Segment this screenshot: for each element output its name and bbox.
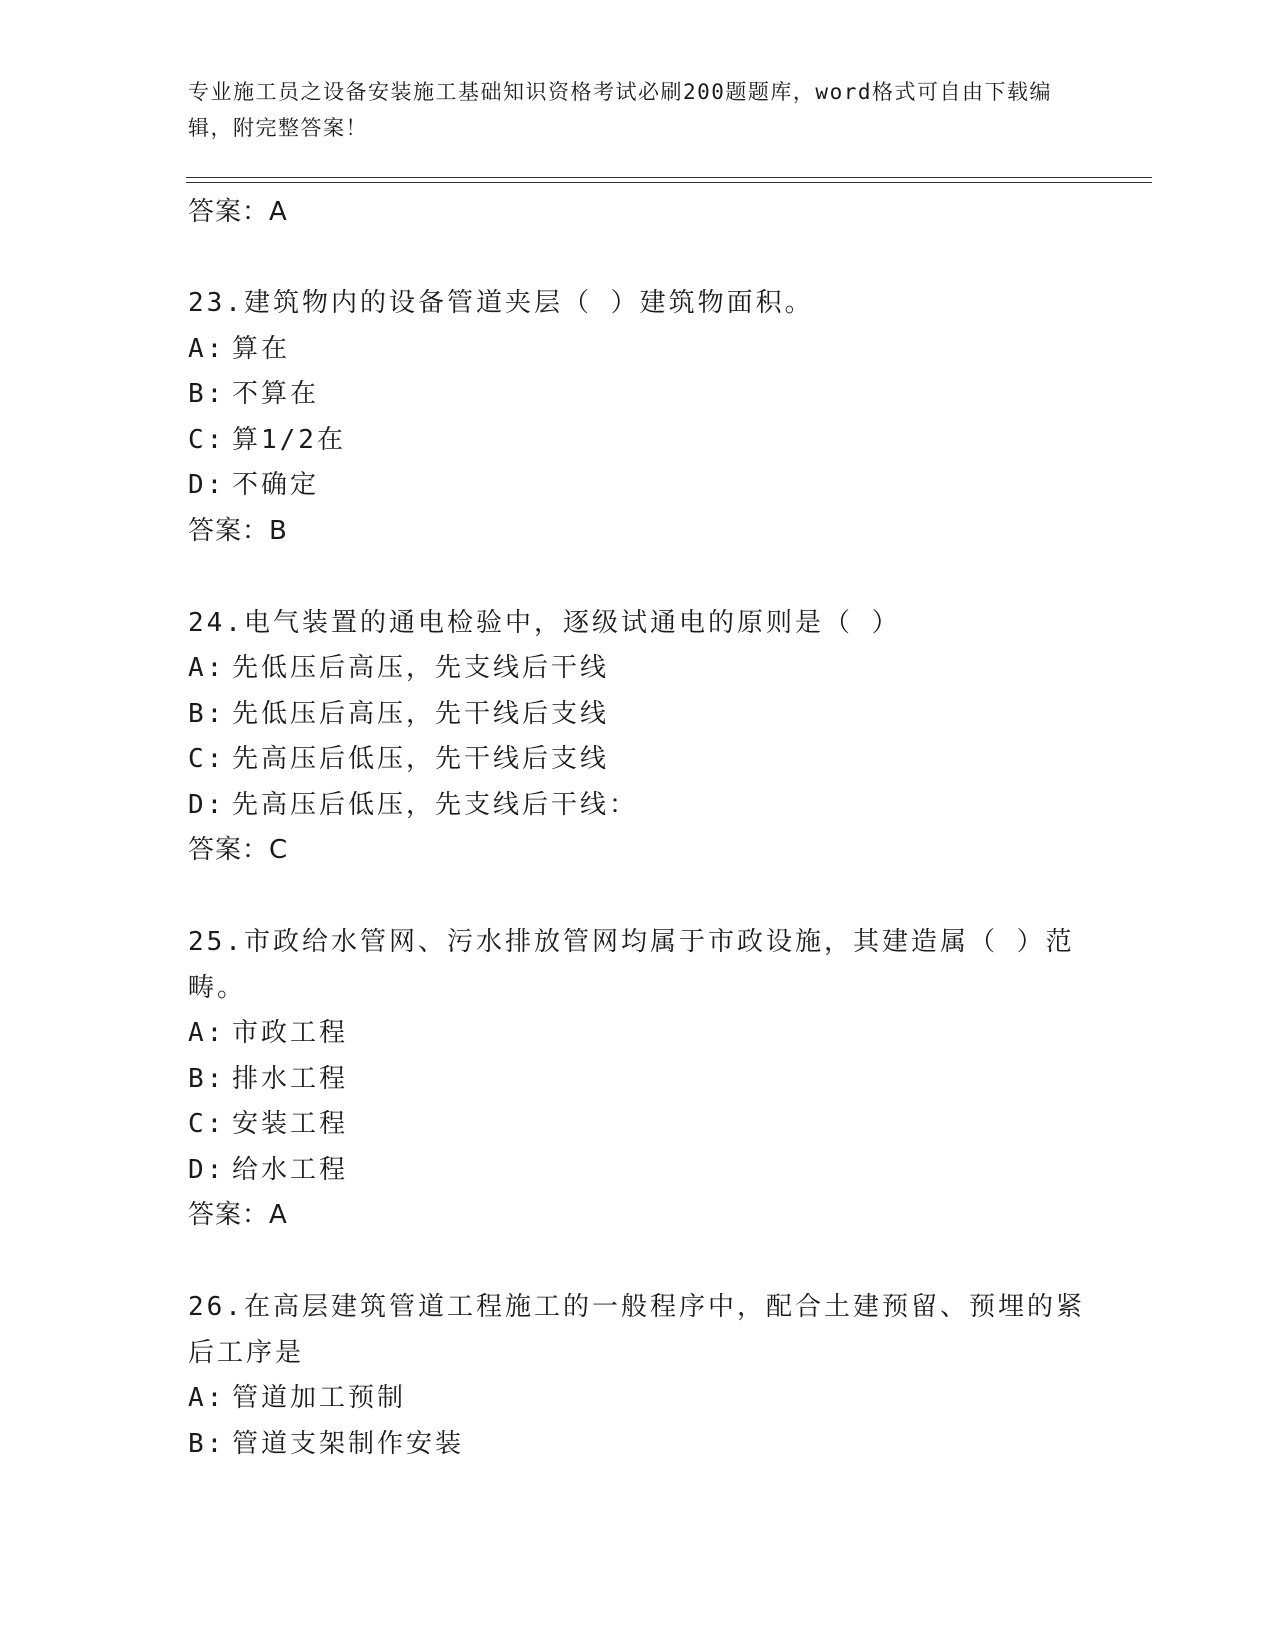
option-text: 市政工程 [232,1018,349,1048]
option-c [188,737,1088,783]
option-b [188,1057,1088,1103]
option-text: 管道支架制作安装 [232,1428,465,1459]
option-text: 先高压后低压，先支线后干线： [232,789,639,820]
previous-answer: 答案：A [188,197,288,227]
option-a [188,327,1088,373]
option-text: 排水工程 [232,1063,349,1094]
option-letter: B: [188,1428,226,1459]
question-item [188,281,1088,554]
question-stem: 26.在高层建筑管道工程施工的一般程序中，配合土建预留、预埋的紧后工序是 [188,1292,1085,1368]
question-answer: 答案：A [188,1200,288,1230]
question-list [188,190,1088,1467]
question-stem: 23.建筑物内的设备管道夹层（ ）建筑物面积。 [188,288,814,318]
option-text: 先高压后低压，先干线后支线 [232,744,610,774]
option-text: 先低压后高压，先干线后支线 [232,698,610,729]
option-b [188,1422,1088,1468]
option-b [188,692,1088,738]
option-letter: A: [188,653,226,683]
option-text: 管道加工预制 [232,1383,407,1413]
document-header: 专业施工员之设备安装施工基础知识资格考试必刷200题题库，word格式可自由下载编辑，附完整答案！ [188,80,1052,140]
option-a [188,1011,1088,1057]
question-item [188,601,1088,874]
option-text: 先低压后高压，先支线后干线 [232,653,610,683]
option-letter: A: [188,1018,226,1048]
option-letter: C: [188,424,226,455]
option-c [188,418,1088,464]
question-answer: 答案：C [188,835,289,865]
option-text: 给水工程 [232,1154,349,1185]
option-letter: D: [188,1154,226,1185]
option-letter: C: [188,744,226,774]
option-text: 算1/2在 [232,424,346,455]
option-d [188,1148,1088,1194]
question-answer: 答案：B [188,515,288,546]
option-text: 安装工程 [232,1109,349,1139]
option-letter: D: [188,470,226,500]
option-letter: C: [188,1109,226,1139]
option-c [188,1102,1088,1148]
option-a [188,1376,1088,1422]
option-text: 算在 [232,333,291,364]
option-text: 不算在 [232,379,320,409]
option-letter: A: [188,1383,226,1413]
question-item [188,920,1088,1238]
header-rule-bottom [186,182,1152,183]
option-letter: B: [188,698,226,729]
option-b [188,372,1088,418]
option-letter: D: [188,789,226,820]
option-a [188,646,1088,692]
option-d [188,783,1088,829]
option-text: 不确定 [232,470,320,500]
question-stem: 24.电气装置的通电检验中，逐级试通电的原则是（ ） [188,607,901,638]
option-letter: B: [188,379,226,409]
question-item [188,1285,1088,1467]
header-rule-top [186,177,1152,178]
option-letter: B: [188,1063,226,1094]
question-stem: 25.市政给水管网、污水排放管网均属于市政设施，其建造属（ ）范畴。 [188,927,1075,1003]
option-letter: A: [188,333,226,364]
option-d [188,463,1088,509]
